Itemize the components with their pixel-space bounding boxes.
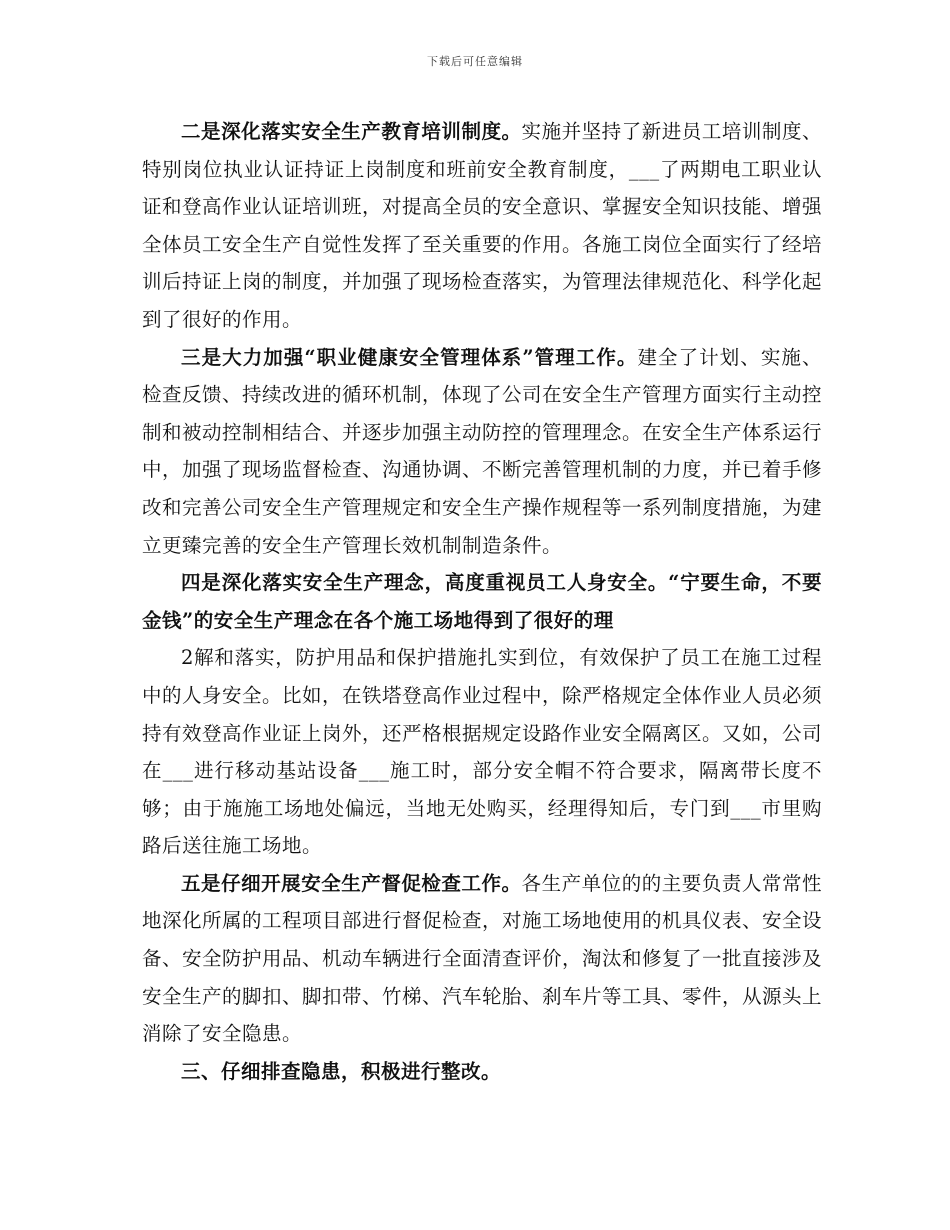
paragraph-education-training bbox=[142, 113, 822, 339]
paragraph-inspection bbox=[142, 865, 822, 1053]
document-body bbox=[142, 113, 822, 1090]
paragraph-safety-concept bbox=[142, 564, 822, 639]
paragraph-text: 建全了计划、实施、检查反馈、持续改进的循环机制，体现了公司在安全生产管理方面实行主动控制和被动控制相结合、并逐步加强主动防控的管理理念。在安全生产体系运行中，加强了现场监督检查、沟通协调、不断完善管理机制的力度，并已着手修改和完善公司安全生产管理规定和安全生产操作规程等一系列制度措施，为建立更臻完善的安全生产管理长效机制制造条件。 bbox=[142, 345, 823, 557]
page-header: 下载后可任意编辑 bbox=[427, 55, 523, 68]
paragraph-text: 2解和落实，防护用品和保护措施扎实到位，有效保护了员工在施工过程中的人身安全。比如，在铁塔登高作业过程中，除严格规定全体作业人员必须持有效登高作业证上岗外，还严格根据规定设路作业安全隔离区。又如，公司在___进行移动基站设备___施工时，部分安全帽不符合要求，隔离带长度不够；由于施施工场地处偏远，当地无处购买，经理得知后，专门到___市里购路后送往施工场地。 bbox=[142, 646, 823, 858]
paragraph-management-system bbox=[142, 339, 822, 565]
paragraph-text: 实施并坚持了新进员工培训制度、特别岗位执业认证持证上岗制度和班前安全教育制度，___了两期电工职业认证和登高作业认证培训班，对提高全员的安全意识、掌握安全知识技能、增强全体员工安全生产自觉性发挥了至关重要的作用。各施工岗位全面实行了经培训后持证上岗的制度，并加强了现场检查落实，为管理法律规范化、科学化起到了很好的作用。 bbox=[142, 120, 823, 331]
paragraph-lead: 五是仔细开展安全生产督促检查工作。 bbox=[181, 871, 522, 895]
paragraph-lead: 二是深化落实安全生产教育培训制度。 bbox=[181, 120, 522, 143]
paragraph-protection-measures bbox=[142, 639, 822, 865]
paragraph-text: 各生产单位的的主要负责人常常性地深化所属的工程项目部进行督促检查，对施工场地使用的机具仪表、安全设备、安全防护用品、机动车辆进行全面清查评价，淘汰和修复了一批直接涉及安全生产的脚扣、脚扣带、竹梯、汽车轮胎、刹车片等工具、零件，从源头上消除了安全隐患。 bbox=[142, 871, 823, 1046]
paragraph-lead: 三、仔细排查隐患，积极进行整改。 bbox=[181, 1059, 502, 1083]
section-heading-hazard-check bbox=[142, 1053, 822, 1091]
paragraph-lead: 三是大力加强“职业健康安全管理体系”管理工作。 bbox=[181, 345, 638, 369]
paragraph-lead: 四是深化落实安全生产理念，高度重视员工人身安全。“宁要生命，不要金钱”的安全生产理念在各个施工场地得到了很好的理 bbox=[142, 571, 822, 632]
